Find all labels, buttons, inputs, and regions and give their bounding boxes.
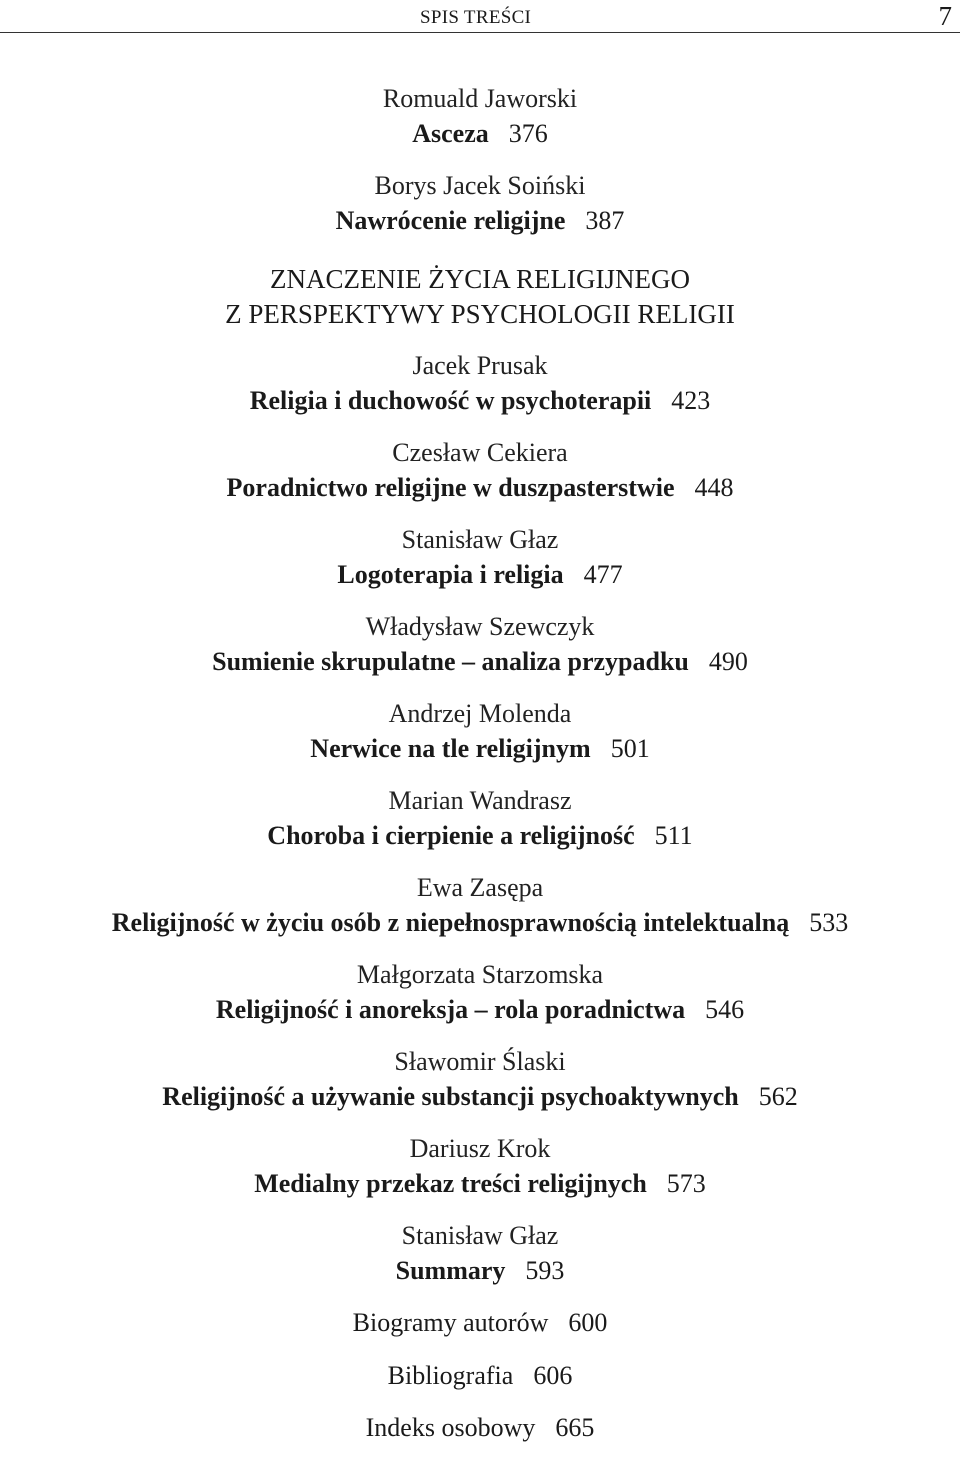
entry-title: Choroba i cierpienie a religijność <box>267 820 635 850</box>
entry-title: Sumienie skrupulatne – analiza przypadku <box>212 646 689 676</box>
toc-entry <box>0 436 960 505</box>
entry-title-line[interactable] <box>0 1254 960 1289</box>
entry-title: Nerwice na tle religijnym <box>310 733 591 763</box>
running-header <box>0 0 960 33</box>
entry-author: Stanisław Głaz <box>401 525 559 554</box>
entry-author: Dariusz Krok <box>409 1134 551 1163</box>
entry-title: Asceza <box>412 118 489 148</box>
toc-entry <box>0 169 960 238</box>
entry-title-line[interactable] <box>0 993 960 1028</box>
entry-author: Stanisław Głaz <box>401 1221 559 1250</box>
back-matter-item[interactable] <box>0 1411 960 1446</box>
back-matter-page: 665 <box>555 1413 595 1442</box>
section-heading-line-2: Z PERSPEKTYWY PSYCHOLOGII RELIGII <box>225 298 735 329</box>
entry-author: Ewa Zasępa <box>416 873 544 902</box>
back-matter-title: Biogramy autorów <box>352 1308 549 1337</box>
entry-author: Władysław Szewczyk <box>365 612 595 641</box>
entry-title-line[interactable] <box>0 1080 960 1115</box>
entry-title-line[interactable] <box>0 117 960 152</box>
toc-entry <box>0 958 960 1027</box>
entry-author: Marian Wandrasz <box>388 786 572 815</box>
entry-page: 501 <box>610 733 650 763</box>
entry-page: 423 <box>671 385 711 415</box>
back-matter-page: 606 <box>533 1360 573 1390</box>
entry-title: Poradnictwo religijne w duszpasterstwie <box>226 472 675 502</box>
toc-entry <box>0 1219 960 1288</box>
entry-title: Religijność w życiu osób z niepełnosprawnością intelektualną <box>111 907 790 937</box>
entry-page: 387 <box>585 205 625 235</box>
entry-title-line[interactable] <box>0 204 960 239</box>
entry-page: 511 <box>654 820 693 850</box>
entry-title: Medialny przekaz treści religijnych <box>254 1168 647 1198</box>
entry-title-line[interactable] <box>0 645 960 680</box>
entry-author: Andrzej Molenda <box>388 699 572 728</box>
page-number: 7 <box>938 1 952 31</box>
entry-page: 562 <box>758 1081 798 1111</box>
entry-title: Summary <box>395 1255 506 1285</box>
toc-entry <box>0 349 960 418</box>
entry-author: Czesław Cekiera <box>392 438 568 467</box>
entry-title-line[interactable] <box>0 384 960 419</box>
entry-page: 448 <box>694 472 734 502</box>
section-heading <box>0 262 960 331</box>
section-heading-line-1: ZNACZENIE ŻYCIA RELIGIJNEGO <box>270 264 690 294</box>
entry-page: 376 <box>508 118 548 148</box>
toc-entry <box>0 784 960 853</box>
running-title: SPIS TREŚCI <box>420 7 532 28</box>
toc-entry <box>0 1132 960 1201</box>
entry-page: 546 <box>705 994 745 1024</box>
entry-title: Logoterapia i religia <box>337 559 564 589</box>
entry-author: Małgorzata Starzomska <box>356 960 604 989</box>
back-matter-item[interactable] <box>0 1306 960 1341</box>
toc-entry <box>0 697 960 766</box>
back-matter-page: 600 <box>568 1308 608 1337</box>
entry-title-line[interactable] <box>0 906 960 941</box>
back-matter-title: Bibliografia <box>387 1360 514 1390</box>
entry-page: 533 <box>809 907 849 937</box>
entry-title-line[interactable] <box>0 1167 960 1202</box>
entry-title: Religia i duchowość w psychoterapii <box>249 385 652 415</box>
entry-title: Religijność i anoreksja – rola poradnictwa <box>215 994 686 1024</box>
toc-entry <box>0 82 960 151</box>
entry-author: Romuald Jaworski <box>382 84 578 113</box>
entry-page: 477 <box>583 559 623 589</box>
back-matter-title: Indeks osobowy <box>365 1413 536 1442</box>
entry-page: 573 <box>666 1168 706 1198</box>
entry-title: Nawrócenie religijne <box>335 205 566 235</box>
toc-entry <box>0 610 960 679</box>
entry-title-line[interactable] <box>0 471 960 506</box>
header-rule <box>0 32 960 33</box>
table-of-contents <box>0 82 960 1446</box>
entry-page: 593 <box>525 1255 565 1285</box>
entry-author: Jacek Prusak <box>412 351 548 380</box>
entry-page: 490 <box>708 646 748 676</box>
entry-title-line[interactable] <box>0 732 960 767</box>
entry-title-line[interactable] <box>0 558 960 593</box>
toc-entry <box>0 871 960 940</box>
entry-title-line[interactable] <box>0 819 960 854</box>
entry-title: Religijność a używanie substancji psychoaktywnych <box>162 1081 739 1111</box>
toc-entry <box>0 523 960 592</box>
entry-author: Sławomir Ślaski <box>394 1047 566 1076</box>
toc-entry <box>0 1045 960 1114</box>
back-matter-item[interactable] <box>0 1359 960 1394</box>
entry-author: Borys Jacek Soiński <box>374 171 586 200</box>
